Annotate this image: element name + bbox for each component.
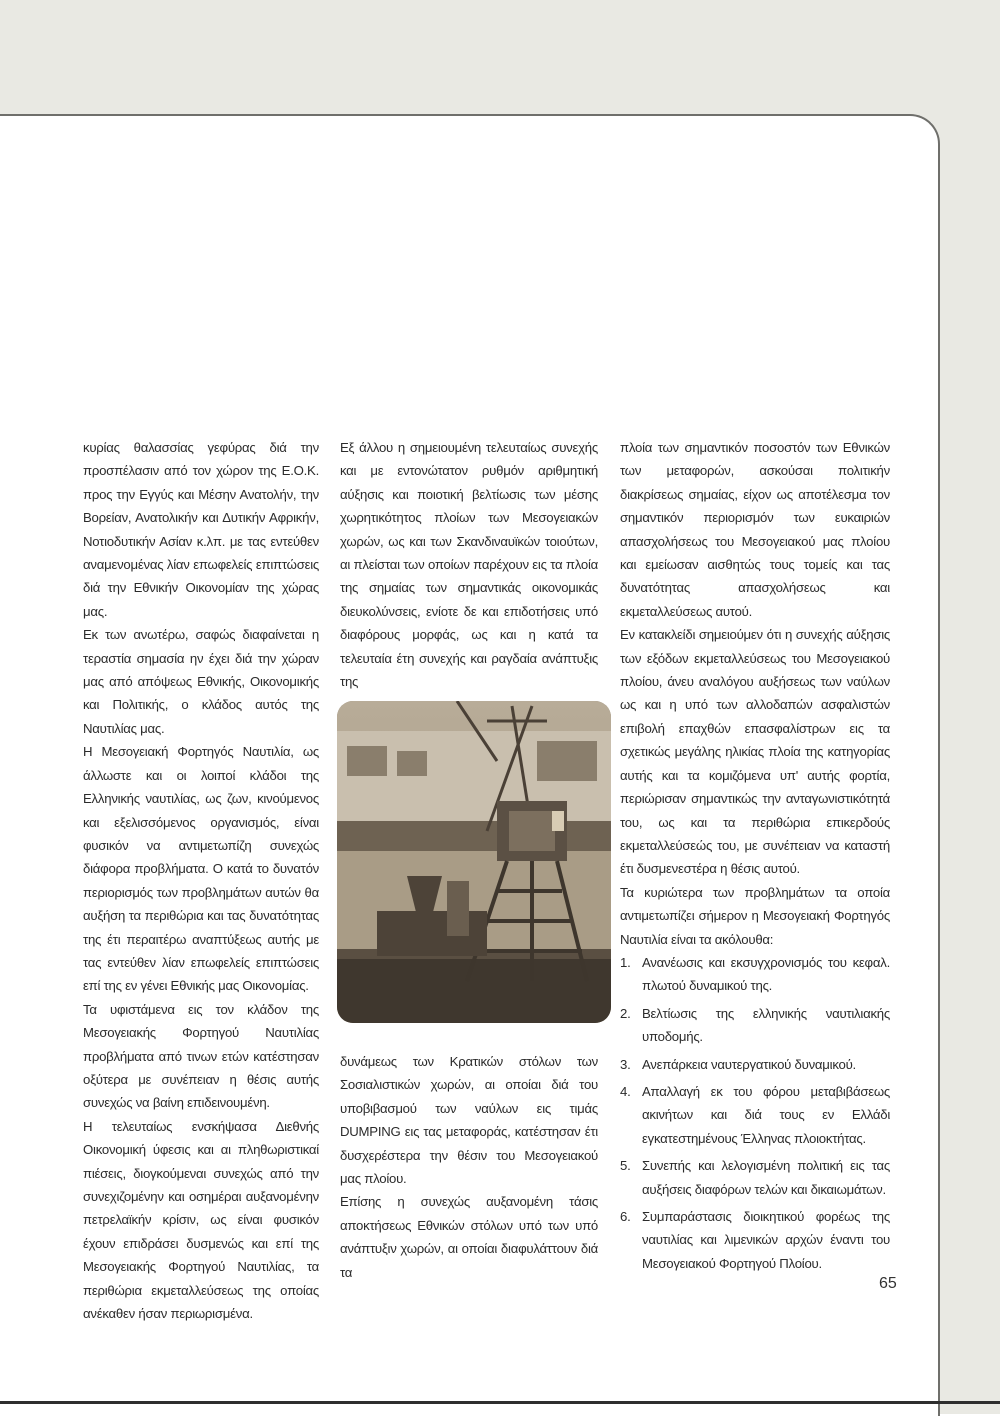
text-column-1 (83, 436, 319, 1325)
harbor-crane-photo (337, 701, 611, 1023)
list-item (620, 1053, 890, 1076)
paragraph: κυρίας θαλασσίας γεφύρας διά την προσπέλασιν από τον χώρον της Ε.Ο.Κ. προς την Εγγύς και Μέσην Ανατολήν, την Βορείαν, Ανατολικήν και Δυτικήν Αφρικήν, Νοτιοδυτικήν Ασίαν κ.λπ. με τας εντεύθεν αναμενομένας λίαν επωφελείς επιπτώσεις διά την Εθνικήν Οικονομίαν της χώρας μας. (83, 440, 319, 619)
list-item (620, 1205, 890, 1275)
bottom-rule (0, 1401, 1000, 1404)
list-item (620, 951, 890, 998)
list-number: 5. (620, 1158, 631, 1174)
list-number: 3. (620, 1056, 631, 1072)
list-text: Απαλλαγή εκ του φόρου μεταβιβάσεως ακινήτων και διά τους εν Ελλάδι εγκατεστημένους Έλληνας πλοιοκτήτας. (642, 1083, 890, 1146)
list-text: Συνεπής και λελογισμένη πολιτική εις τας αυξήσεις διαφόρων τελών και δικαιωμάτων. (642, 1158, 890, 1197)
list-text: Συμπαράστασις διοικητικού φορέως της ναυτιλίας και λιμενικών αρχών έναντι του Μεσογειακού Φορτηγού Πλοίου. (642, 1209, 890, 1271)
text-column-2-top (340, 436, 598, 693)
paragraph: Επίσης η συνεχώς αυξανομένη τάσις αποκτήσεως Εθνικών στόλων υπό των υπό ανάπτυξιν χωρών, αι οποίαι διαφυλάττουν διά τα (340, 1194, 598, 1280)
paragraph: Τα κυριώτερα των προβλημάτων τα οποία αντιμετωπίζει σήμερον η Μεσογειακή Φορτηγός Ναυτιλία είναι τα ακόλουθα: (620, 884, 890, 947)
right-margin-band (932, 0, 1000, 1414)
list-item (620, 1080, 890, 1150)
list-number: 6. (620, 1209, 631, 1224)
page-number: 65 (879, 1275, 897, 1292)
list-text: Ανεπάρκεια ναυτεργατικού δυναμικού. (642, 1056, 856, 1072)
paragraph: Εκ των ανωτέρω, σαφώς διαφαίνεται η τεραστία σημασία ην έχει διά την χώραν μας από απόψεως Εθνικής, Οικονομικής και Πολιτικής, ο κλάδος αυτός της Ναυτιλίας μας. (83, 627, 319, 736)
paragraph: Η Μεσογειακή Φορτηγός Ναυτιλία, ως άλλωστε και οι λοιποί κλάδοι της Ελληνικής ναυτιλίας, ως ζων, κινούμενος και εξελισσόμενος οργανισμός, είναι φυσικόν να αντιμετωπίζη συνεχώς διάφορα προβλήματα. Ο κατά το δυνατόν περιορισμός των προβλημάτων αυτών θα αυξήση τα περιθώρια και τας δυνατότητας της έτι περαιτέρω αναπτύξεως αυτής με τας εντεύθεν λίαν επωφελείς επιπτώσεις επί της εν γένει Εθνικής μας Οικονομίας. (83, 744, 319, 994)
list-item (620, 1154, 890, 1201)
list-number: 4. (620, 1083, 631, 1099)
list-text: Βελτίωσις της ελληνικής ναυτιλιακής υποδομής. (642, 1005, 890, 1045)
crane-illustration (337, 701, 611, 1023)
paragraph: δυνάμεως των Κρατικών στόλων των Σοσιαλιστικών χωρών, αι οποίαι διά του υποβιβασμού των ναύλων εις τιμάς DUMPING εις τας μεταφοράς, κατέστησαν έτι δυσχερέστερα την θέσιν του Μεσογειακού μας πλοίου. (340, 1054, 598, 1187)
paragraph: πλοία των σημαντικόν ποσοστόν των Εθνικών των μεταφορών, ασκούσαι πολιτικήν διακρίσεως σημαίας, είχον ως αποτέλεσμα τον σημαντικόν περιορισμόν των ευκαιριών απασχολήσεως του Μεσογειακού μας πλοίου και εμείωσαν αισθητώς τους τομείς και τας δυνατότητας απασχολήσεως και εκμεταλλεύσεως αυτού. (620, 440, 890, 619)
paragraph: Εξ άλλου η σημειουμένη τελευταίως συνεχής και με εντονώτατον ρυθμόν αριθμητική αύξησις και ποιοτική βελτίωσις των μέσης χωρητικότητος πλοίων των Μεσογειακών χωρών, ως και των Σκανδιναυϊκών τοιούτων, αι πλείσται των οποίων παρέχουν εις τα πλοία της σημαίας των σημαντικάς οικονομικάς διευκολύνσεις, ενίοτε δε και επιδοτήσεις υπό διαφόρους μορφάς, ως και η κατά τα τελευταία έτη συνεχής και ραγδαία ανάπτυξις της (340, 440, 598, 690)
top-margin-band (0, 0, 1000, 122)
problems-list (620, 951, 890, 1275)
paragraph: Η τελευταίως ενσκήψασα Διεθνής Οικονομική ύφεσις και αι πληθωριστικαί πιέσεις, διογκούμεναι συνεχώς από την συνεχιζομένην και οσημέραι αυξανομένην πετρελαϊκήν κρίσιν, ως είναι φυσικόν έχουν επιδράσει δυσμενώς και επί της Μεσογειακής Φορτηγού Ναυτιλίας, τα περιθώρια εκμεταλλεύσεως της οποίας ανέκαθεν ήσαν περιωρισμένα. (83, 1118, 319, 1322)
list-number: 2. (620, 1005, 631, 1021)
paragraph: Τα υφιστάμενα εις τον κλάδον της Μεσογειακής Φορτηγού Ναυτιλίας προβλήματα από τινων ετών κατέστησαν οξύτερα με συνέπειαν η θέσις αυτής συνεχώς να βαίνη επιδεινουμένη. (83, 1001, 319, 1111)
list-item (620, 1002, 890, 1049)
text-column-3 (620, 436, 890, 1279)
list-number: 1. (620, 954, 631, 970)
paragraph: Εν κατακλείδι σημειούμεν ότι η συνεχής αύξησις των εξόδων εκμεταλλεύσεως του Μεσογειακού πλοίου, άνευ αναλόγου αυξήσεως των ναύλων ως και η υπό των αλλοδαπών ασφαλιστών επιβολή επαχθών επασφαλίστρων εις τα σχετικώς μεγάλης ηλικίας πλοία της κατηγορίας αυτής και τα κομιζόμενα υπ' αυτής φορτία, περιώρισαν σημαντικώς την ανταγωνιστικότητά του, ως και τα περιθώρια επικερδούς εκμεταλλεύσεώς του, με συνέπειαν να καταστή έτι δυσμενεστέρα η θέσις αυτού. (620, 627, 890, 877)
text-column-2-bottom (340, 1050, 598, 1284)
list-text: Ανανέωσις και εκσυγχρονισμός του κεφαλ. πλωτού δυναμικού της. (642, 954, 890, 994)
